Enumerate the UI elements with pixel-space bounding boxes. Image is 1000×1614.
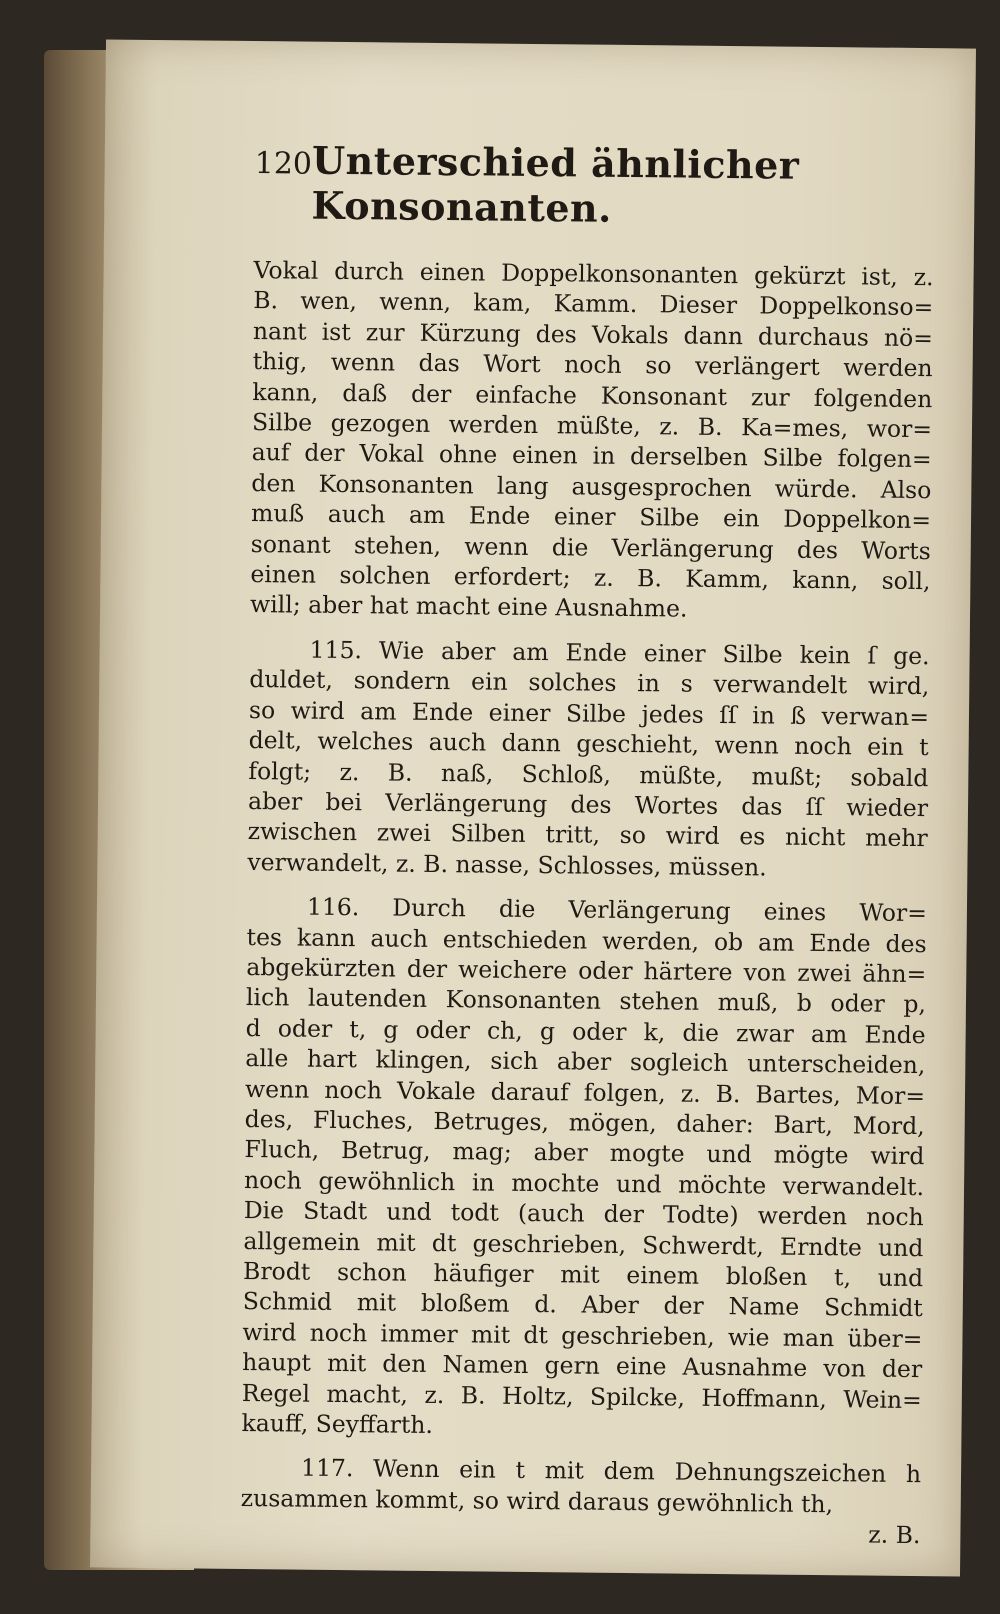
text-line: Fluch, Betrug, mag; aber mogte und mögte wird	[244, 1135, 925, 1171]
text-line: d oder t, g oder ch, g oder k, die zwar am Ende	[245, 1013, 926, 1049]
text-line: zusammen kommt, so wird daraus gewöhnlich th,	[240, 1483, 834, 1519]
text-line: Brodt schon häufiger mit einem bloßen t, und	[242, 1256, 924, 1293]
text-line: auf der Vokal ohne einen in derselben Silbe folgen=	[251, 438, 932, 474]
text-line: verwandelt, z. B. nasse, Schlosses, müssen.	[247, 847, 767, 882]
text-line: so wird am Ende einer Silbe jedes ſſ in ß verwan=	[248, 695, 930, 731]
text-line: abgekürzten der weichere oder härtere von zwei ähn=	[246, 952, 927, 989]
catchword: z. B.	[868, 1520, 921, 1550]
page-paper	[90, 39, 976, 1576]
text-line: den Konsonanten lang ausgesprochen würde. Also	[251, 468, 932, 504]
paragraph	[250, 255, 934, 627]
page-header	[254, 137, 935, 234]
text-line: muß auch am Ende einer Silbe ein Doppelkon=	[250, 499, 932, 535]
text-line: aber bei Verlängerung des Wortes das ſſ wieder	[247, 786, 929, 823]
text-line: 117. Wenn ein t mit dem Dehnungszeichen h	[300, 1454, 922, 1489]
text-line: wird noch immer mit dt geschrieben, wie man über=	[242, 1317, 923, 1353]
text-line: nant ist zur Kürzung des Vokals dann durchaus nö=	[252, 316, 934, 352]
text-line: folgt; z. B. naß, Schloß, müßte, mußt; sobald	[248, 756, 929, 792]
text-line: kann, daß der einfache Konsonant zur folgenden	[252, 377, 933, 413]
text-line: wenn noch Vokale darauf folgen, z. B. Bartes, Mor=	[244, 1074, 926, 1110]
text-line: delt, welches auch dann geschieht, wenn noch ein t	[248, 726, 929, 762]
text-line: einen solchen erfordert; z. B. Kamm, kann, soll,	[250, 560, 931, 596]
text-line: kauff, Seyffarth.	[241, 1409, 434, 1440]
text-line: thig, wenn das Wort noch so verlängert werden	[252, 347, 933, 383]
text-line: 115. Wie aber am Ende einer Silbe kein ſ ge.	[309, 635, 930, 671]
text-line: Schmid mit bloßem d. Aber der Name Schmidt	[242, 1287, 923, 1323]
text-line: duldet, sondern ein solches in s verwandelt wird,	[249, 665, 930, 701]
page-number: 120	[254, 146, 313, 182]
text-line: lich lautenden Konsonanten stehen muß, b oder p,	[245, 983, 927, 1019]
text-line: haupt mit den Namen gern eine Ausnahme von der	[242, 1348, 923, 1384]
text-line: will; aber hat macht eine Ausnahme.	[249, 590, 688, 624]
paragraph	[241, 891, 927, 1445]
text-line: tes kann auch entschieden werden, ob am Ende des	[246, 922, 927, 958]
paragraph	[240, 1452, 921, 1550]
body-text	[240, 255, 933, 1551]
text-line: zwischen zwei Silben tritt, so wird es nicht mehr	[247, 817, 928, 853]
running-title: Unterschied ähnlicher Konsonanten.	[311, 137, 800, 231]
text-line: 116. Durch die Verlängerung eines Wor=	[306, 892, 928, 928]
text-line: Regel macht, z. B. Holtz, Spilcke, Hoffmann, Wein=	[241, 1378, 922, 1414]
text-line: B. wen, wenn, kam, Kamm. Dieser Doppelkonso=	[253, 286, 934, 322]
text-block	[240, 137, 935, 1551]
paragraph	[247, 634, 930, 884]
text-line: sonant stehen, wenn die Verlängerung des Worts	[250, 529, 931, 565]
text-line: Vokal durch einen Doppelkonsonanten gekürzt ist, z.	[253, 256, 934, 292]
text-line: allgemein mit dt geschrieben, Schwerdt, Erndte und	[243, 1226, 924, 1262]
text-line: des, Fluches, Betruges, mögen, daher: Bart, Mord,	[244, 1104, 925, 1141]
text-line: Die Stadt und todt (auch der Todte) werden noch	[243, 1196, 924, 1232]
text-line: noch gewöhnlich in mochte und möchte verwandelt.	[243, 1165, 925, 1201]
text-line: Silbe gezogen werden müßte, z. B. Ka=mes, wor=	[251, 408, 933, 444]
text-line: alle hart klingen, sich aber sogleich unterscheiden,	[245, 1044, 926, 1080]
